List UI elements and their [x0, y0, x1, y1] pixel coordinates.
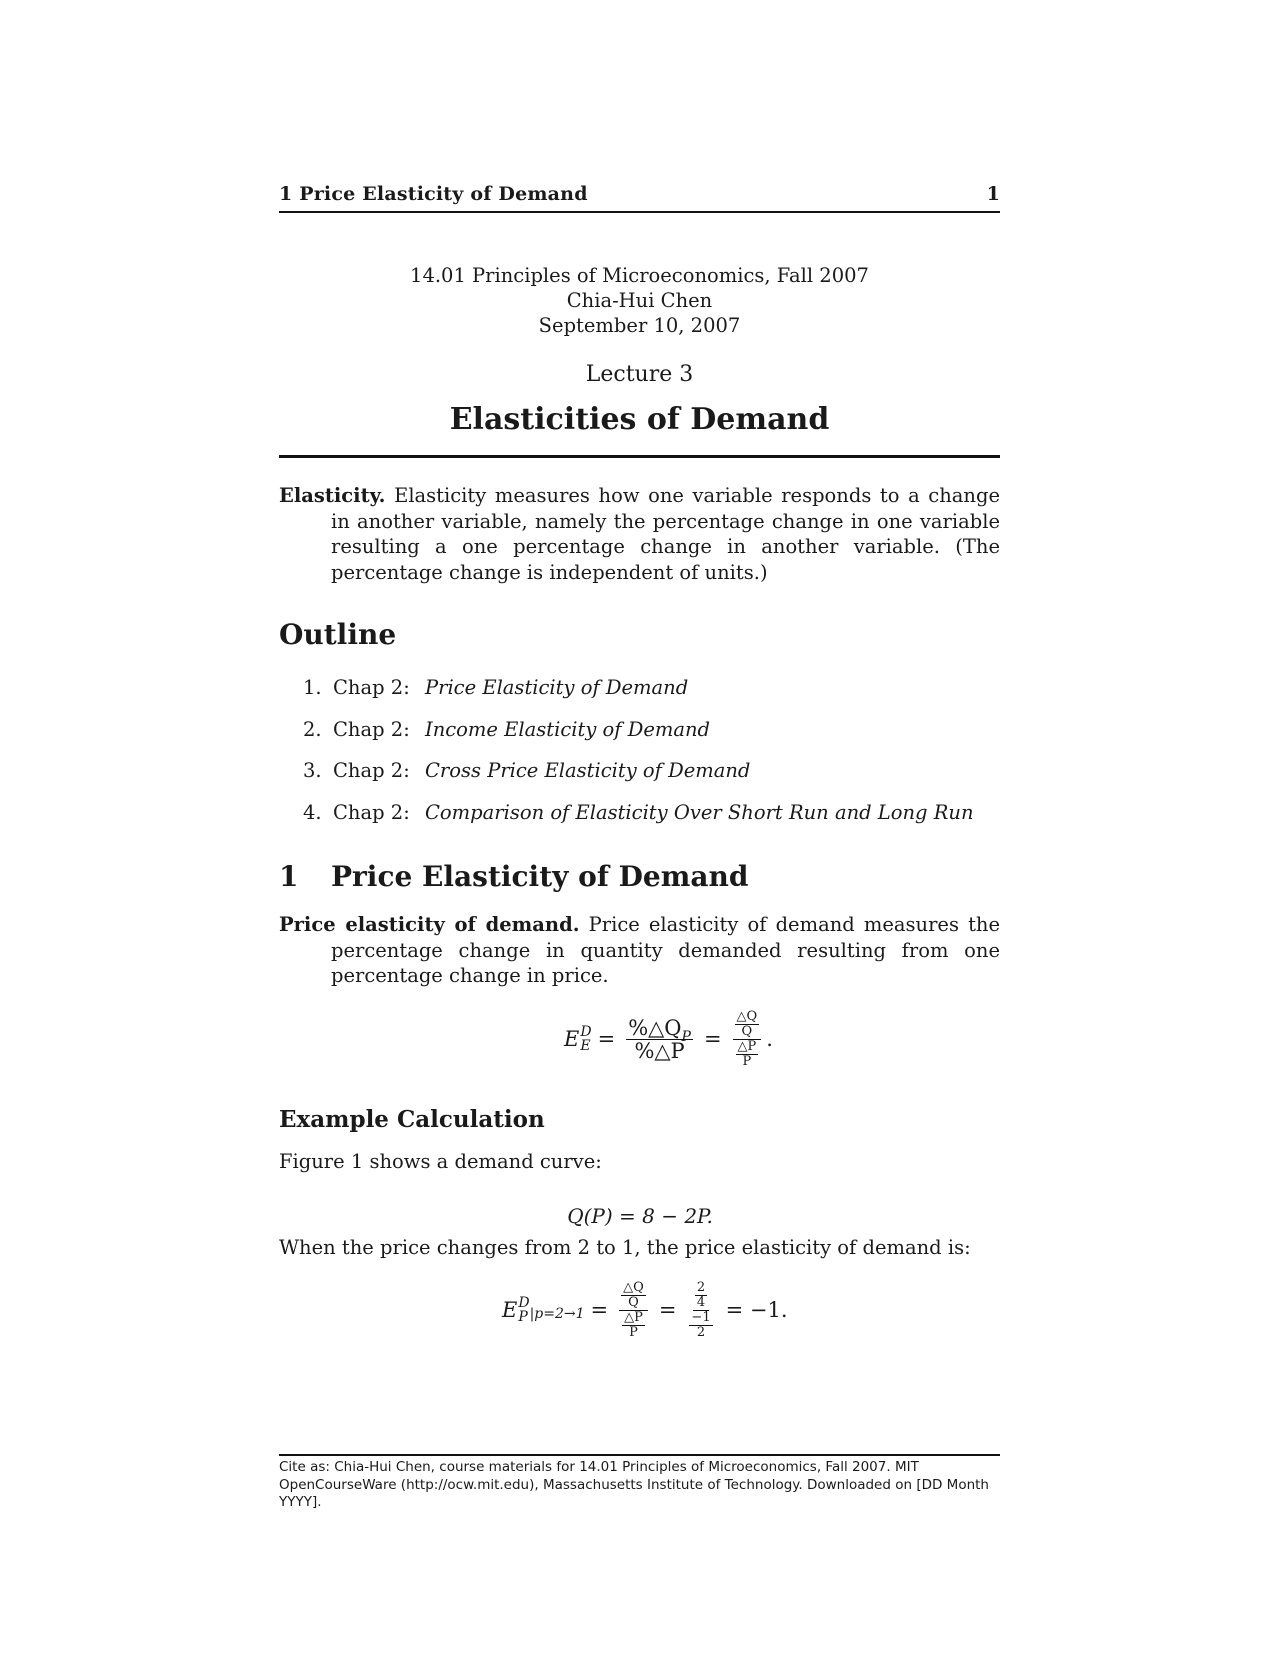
eq-inner-den: P — [629, 1324, 638, 1340]
outline-item-number: 1. — [303, 676, 322, 699]
definition-term: Price elasticity of demand. — [279, 913, 580, 936]
eq-compound-fraction — [733, 1010, 762, 1069]
section-heading — [279, 860, 748, 893]
eq-inner-num: −1 — [691, 1310, 711, 1326]
title-rule — [279, 455, 1000, 458]
eq-superscript: D — [580, 1024, 592, 1041]
footnote-rule — [279, 1454, 1000, 1456]
outline-heading: Outline — [279, 618, 397, 651]
author-name: Chia-Hui Chen — [566, 289, 713, 312]
outline-item-title: Comparison of Elasticity Over Short Run and Long Run — [425, 800, 974, 824]
eq-inner-den: 2 — [696, 1324, 706, 1340]
outline-item-chapter: Chap 2: — [333, 676, 410, 699]
outline-item-chapter: Chap 2: — [333, 759, 410, 782]
price-elasticity-definition — [279, 912, 1000, 989]
eq-subscript: P — [518, 1309, 528, 1326]
outline-item-title: Income Elasticity of Demand — [425, 717, 711, 741]
page-title: Elasticities of Demand — [449, 402, 830, 437]
eq-period: . — [766, 1027, 773, 1052]
citation-footnote: Cite as: Chia-Hui Chen, course materials for 14.01 Principles of Microeconomics, Fall 2007. MIT OpenCourseWare (http://ocw.mit.edu), Massachusetts Institute of Technology. Downloaded on [DD Month YYYY]. — [279, 1459, 989, 1510]
eq-inner-num: 2 — [696, 1280, 706, 1295]
example-intro: Figure 1 shows a demand curve: — [279, 1150, 602, 1173]
outline-item — [303, 759, 974, 801]
eq-inner-num: △P — [624, 1310, 643, 1326]
eq-inner-den: Q — [628, 1294, 639, 1310]
eq-denominator: %△P — [634, 1038, 685, 1063]
eq-inner-den: P — [742, 1053, 752, 1069]
example-elasticity-formula: E D P |p=2→1 = $\frac{\frac{\triangle Q}{Q}}{\frac{\triangle P}{P}}$ = $\frac{\frac{2}{4}}{\frac{-1}{2}}$ = −1. — [502, 1280, 788, 1340]
outline-item-chapter: Chap 2: — [333, 800, 410, 824]
outline-item-number: 4. — [303, 800, 322, 824]
eq-condition: |p=2→1 — [529, 1306, 585, 1323]
eq-inner-num: △Q — [736, 1009, 758, 1024]
definition-text: Elasticity measures how one variable responds to a change in another variable, namely the percentage change in one variable resulting a one percentage change in another variable. (The percentage change is independent of units.) — [331, 484, 1000, 584]
running-title: 1 Price Elasticity of Demand — [279, 183, 588, 205]
outline-list — [303, 676, 974, 842]
eq-inner-den: 4 — [696, 1294, 706, 1310]
outline-item-number: 2. — [303, 717, 322, 741]
running-header — [279, 183, 1000, 213]
eq-superscript: D — [518, 1295, 530, 1312]
eq-compound-fraction — [687, 1281, 714, 1340]
page-number: 1 — [986, 183, 1000, 205]
section-number: 1 — [279, 860, 299, 893]
elasticity-formula: E D E = $\frac{\%\triangle Q_P}{\%\triangle P}$ = $\frac{\frac{\triangle Q}{Q}}{\frac{\triangle P}{P}}$ . — [564, 1009, 773, 1069]
lecture-date: September 10, 2007 — [538, 314, 741, 337]
eq-symbol: E — [502, 1298, 518, 1323]
outline-item-title: Price Elasticity of Demand — [425, 676, 689, 699]
outline-item-title: Cross Price Elasticity of Demand — [425, 759, 751, 782]
outline-item-chapter: Chap 2: — [333, 717, 410, 741]
lecture-number: Lecture 3 — [585, 362, 694, 387]
eq-fraction — [626, 1017, 693, 1062]
eq-inner-num: △P — [737, 1039, 757, 1055]
eq-inner-num: △Q — [623, 1280, 644, 1295]
eq-num-subscript: P — [681, 1028, 691, 1045]
section-title: Price Elasticity of Demand — [331, 860, 749, 893]
eq-symbol: E — [564, 1027, 580, 1052]
subsection-heading: Example Calculation — [279, 1106, 545, 1133]
course-name: 14.01 Principles of Microeconomics, Fall 2007 — [410, 264, 869, 287]
outline-item — [303, 718, 974, 760]
eq-scripts — [580, 1025, 591, 1053]
eq-subscript: E — [580, 1038, 591, 1055]
eq-scripts — [518, 1296, 529, 1324]
elasticity-definition — [279, 483, 1000, 585]
eq-numerator: %△Q — [628, 1015, 682, 1040]
eq-inner-den: Q — [741, 1023, 753, 1039]
title-block — [279, 263, 1000, 338]
definition-term: Elasticity. — [279, 484, 386, 507]
eq-compound-fraction — [619, 1281, 648, 1340]
price-change-text: When the price changes from 2 to 1, the price elasticity of demand is: — [279, 1236, 971, 1259]
demand-curve-equation: Q(P) = 8 − 2P. — [567, 1204, 713, 1228]
eq-result: = −1. — [725, 1298, 788, 1323]
definition-text: Price elasticity of demand measures the percentage change in quantity demanded resulting from one percentage change in price. — [331, 913, 1001, 987]
outline-item — [303, 676, 974, 718]
outline-item-number: 3. — [303, 759, 322, 782]
outline-item — [303, 801, 974, 843]
